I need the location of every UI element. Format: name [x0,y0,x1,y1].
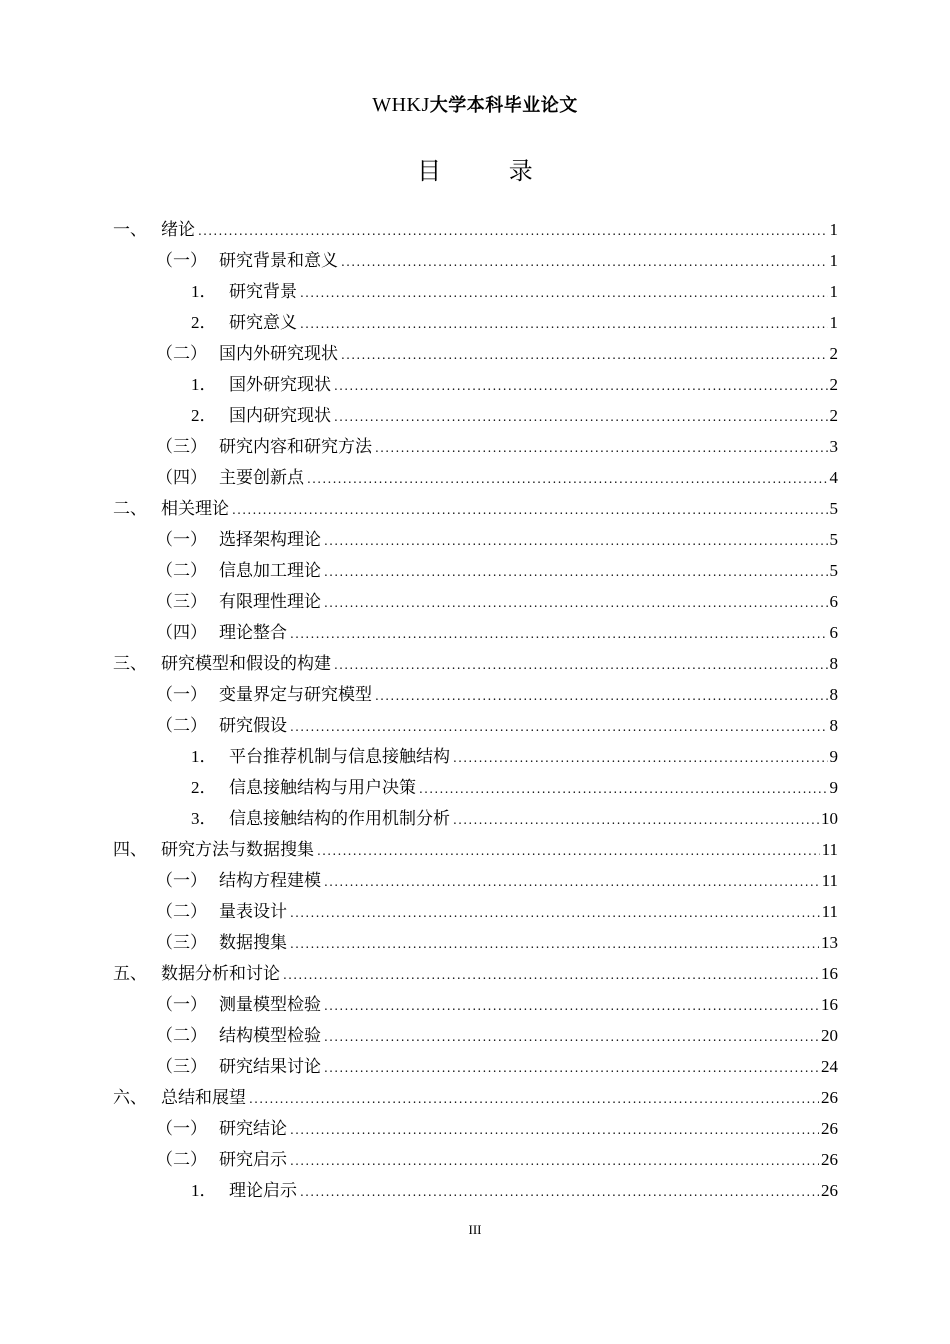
toc-entry[interactable] [0,866,950,897]
toc-entry-number: 六、 [113,1088,147,1108]
toc-entry-leader-line [219,1118,838,1141]
toc-dot-leader [307,468,828,490]
toc-entry-leader-line [219,870,838,893]
toc-entry-title[interactable]: 研究背景 [229,282,297,302]
toc-entry[interactable] [0,339,950,370]
toc-entry-number: （四） [156,468,207,488]
toc-dot-leader [453,747,828,769]
header-thesis-label: 大学本科毕业论文 [429,95,578,116]
toc-entry-page: 1 [829,220,838,239]
toc-entry-number: （一） [156,685,207,705]
toc-entry[interactable] [0,370,950,401]
toc-entry-title[interactable]: 研究结论 [219,1119,287,1139]
toc-entry-page: 6 [829,623,838,642]
toc-entry-title[interactable]: 国内研究现状 [229,406,331,426]
toc-entry-leader-line [219,715,838,738]
toc-entry[interactable] [0,308,950,339]
toc-dot-leader [198,220,828,242]
toc-entry-page: 2 [829,375,838,394]
toc-entry-page: 2 [829,344,838,363]
toc-dot-leader [300,1181,819,1203]
toc-entry-leader-line [229,1180,838,1203]
toc-entry[interactable] [0,649,950,680]
toc-entry-leader-line [219,529,838,552]
toc-entry[interactable] [0,1176,950,1207]
toc-entry-number: （四） [156,623,207,643]
toc-entry-leader-line [161,963,838,986]
toc-entry-title[interactable]: 测量模型检验 [219,995,321,1015]
toc-entry-page: 13 [821,933,838,952]
toc-entry-leader-line [161,1087,838,1110]
toc-entry-title[interactable]: 数据分析和讨论 [161,964,280,984]
toc-entry[interactable] [0,804,950,835]
toc-entry-page: 8 [829,685,838,704]
toc-entry-title[interactable]: 量表设计 [219,902,287,922]
toc-entry-title[interactable]: 平台推荐机制与信息接触结构 [229,747,450,767]
toc-entry-number: 二、 [113,499,147,519]
toc-dot-leader [334,654,828,676]
toc-dot-leader [290,716,828,738]
toc-entry-number: 1． [191,747,217,766]
toc-entry-title[interactable]: 选择架构理论 [219,530,321,550]
toc-title: 目 录 [417,157,563,185]
toc-entry-title[interactable]: 国内外研究现状 [219,344,338,364]
toc-entry-title[interactable]: 研究假设 [219,716,287,736]
toc-dot-leader [290,1119,819,1141]
toc-entry[interactable] [0,556,950,587]
toc-entry-title[interactable]: 绪论 [161,220,195,240]
toc-entry-number: （一） [156,995,207,1015]
toc-entry-leader-line [219,622,838,645]
toc-entry-page: 11 [821,871,838,890]
toc-entry-page: 6 [829,592,838,611]
toc-entry[interactable] [0,618,950,649]
toc-dot-leader [334,406,828,428]
toc-entry-number: （三） [156,437,207,457]
toc-entry-leader-line [219,250,838,273]
toc-entry-leader-line [161,498,838,521]
toc-entry-page: 26 [821,1181,838,1200]
toc-entry-number: （二） [156,1026,207,1046]
toc-dot-leader [453,809,819,831]
toc-entry[interactable] [0,1083,950,1114]
toc-entry-leader-line [219,1149,838,1172]
toc-entry-title[interactable]: 研究结果讨论 [219,1057,321,1077]
toc-entry-leader-line [219,467,838,490]
toc-entry-leader-line [219,901,838,924]
toc-entry-number: （一） [156,1119,207,1139]
toc-entry-number: （二） [156,561,207,581]
toc-entry-leader-line [219,436,838,459]
toc-entry-title[interactable]: 主要创新点 [219,468,304,488]
toc-dot-leader [290,1150,819,1172]
toc-dot-leader [232,499,828,521]
toc-entry[interactable] [0,990,950,1021]
page-header [0,92,950,119]
toc-dot-leader [324,1057,819,1079]
toc-entry[interactable] [0,742,950,773]
toc-entry-leader-line [229,808,838,831]
toc-entry[interactable] [0,1145,950,1176]
toc-entry-leader-line [229,281,838,304]
toc-entry-leader-line [219,1056,838,1079]
toc-entry-number: （二） [156,344,207,364]
toc-dot-leader [334,375,828,397]
toc-entry-title[interactable]: 相关理论 [161,499,229,519]
toc-entry[interactable] [0,1052,950,1083]
toc-dot-leader [300,282,828,304]
toc-entry-title[interactable]: 国外研究现状 [229,375,331,395]
toc-entry-number: （一） [156,251,207,271]
toc-entry-number: （一） [156,871,207,891]
toc-entry[interactable] [0,1114,950,1145]
toc-entry-page: 1 [829,313,838,332]
toc-entry-number: 1． [191,375,217,394]
toc-dot-leader [283,964,819,986]
toc-entry-leader-line [161,839,838,862]
toc-entry-title[interactable]: 总结和展望 [161,1088,246,1108]
toc-entry-page: 16 [821,964,838,983]
page-number: III [468,1222,482,1237]
toc-entry-title[interactable]: 信息接触结构与用户决策 [229,778,416,798]
toc-dot-leader [317,840,820,862]
header-university-code: WHKJ [372,94,430,116]
toc-entry-number: 1． [191,1181,217,1200]
toc-entry-title[interactable]: 数据搜集 [219,933,287,953]
toc-entry[interactable] [0,1021,950,1052]
toc-entry-leader-line [219,684,838,707]
toc-entry-number: 五、 [113,964,147,984]
toc-entry-number: 四、 [113,840,147,860]
toc-entry-title[interactable]: 信息加工理论 [219,561,321,581]
toc-entry-title[interactable]: 研究模型和假设的构建 [161,654,331,674]
toc-entry-title[interactable]: 研究背景和意义 [219,251,338,271]
toc-entry-number: （二） [156,902,207,922]
toc-dot-leader [341,251,828,273]
toc-entry-number: 一、 [113,220,147,240]
toc-dot-leader [419,778,828,800]
table-of-contents [0,215,950,1207]
toc-dot-leader [375,437,828,459]
toc-entry[interactable] [0,277,950,308]
toc-dot-leader [290,623,828,645]
toc-entry-title[interactable]: 结构模型检验 [219,1026,321,1046]
toc-entry-title[interactable]: 研究方法与数据搜集 [161,840,314,860]
toc-entry-page: 9 [829,778,838,797]
toc-entry[interactable] [0,587,950,618]
toc-entry-leader-line [229,312,838,335]
toc-entry-leader-line [219,560,838,583]
toc-entry-number: （三） [156,1057,207,1077]
toc-entry-number: 3． [191,809,217,828]
toc-entry-number: 2． [191,313,217,332]
toc-entry-title[interactable]: 理论启示 [229,1181,297,1201]
toc-dot-leader [341,344,828,366]
toc-entry-leader-line [229,374,838,397]
toc-entry[interactable] [0,680,950,711]
toc-entry-page: 8 [829,654,838,673]
toc-entry-leader-line [161,219,838,242]
toc-entry-number: 1． [191,282,217,301]
toc-entry-page: 2 [829,406,838,425]
toc-entry-page: 9 [829,747,838,766]
toc-entry-leader-line [229,405,838,428]
toc-entry-page: 11 [821,902,838,921]
toc-entry-title[interactable]: 研究意义 [229,313,297,333]
toc-entry-title[interactable]: 研究内容和研究方法 [219,437,372,457]
toc-entry-page: 26 [821,1150,838,1169]
toc-entry-number: （二） [156,1150,207,1170]
toc-dot-leader [324,592,828,614]
toc-entry-page: 24 [821,1057,838,1076]
toc-entry-leader-line [219,1025,838,1048]
toc-entry[interactable] [0,463,950,494]
toc-entry[interactable] [0,494,950,525]
toc-entry[interactable] [0,246,950,277]
toc-entry[interactable] [0,525,950,556]
toc-entry[interactable] [0,711,950,742]
toc-entry-number: （三） [156,592,207,612]
toc-entry-leader-line [161,653,838,676]
toc-entry-title[interactable]: 结构方程建模 [219,871,321,891]
toc-entry-number: 2． [191,778,217,797]
toc-entry-page: 5 [829,530,838,549]
toc-entry-leader-line [229,746,838,769]
toc-dot-leader [324,561,828,583]
toc-entry[interactable] [0,897,950,928]
toc-dot-leader [324,995,819,1017]
toc-entry-title[interactable]: 研究启示 [219,1150,287,1170]
toc-entry[interactable] [0,835,950,866]
toc-entry-page: 26 [821,1088,838,1107]
toc-entry-title[interactable]: 有限理性理论 [219,592,321,612]
toc-dot-leader [300,313,828,335]
toc-entry-leader-line [219,591,838,614]
toc-entry[interactable] [0,773,950,804]
toc-entry-number: （二） [156,716,207,736]
toc-dot-leader [324,530,828,552]
toc-entry-page: 1 [829,282,838,301]
toc-entry-page: 26 [821,1119,838,1138]
toc-entry-leader-line [229,777,838,800]
toc-entry[interactable] [0,401,950,432]
toc-dot-leader [375,685,828,707]
toc-entry-title[interactable]: 信息接触结构的作用机制分析 [229,809,450,829]
toc-entry-page: 16 [821,995,838,1014]
toc-entry-page: 1 [829,251,838,270]
toc-entry-page: 3 [829,437,838,456]
toc-entry-page: 11 [821,840,838,859]
toc-entry-page: 5 [829,561,838,580]
toc-dot-leader [290,933,819,955]
toc-entry[interactable] [0,432,950,463]
toc-entry-title[interactable]: 理论整合 [219,623,287,643]
toc-entry-page: 10 [821,809,838,828]
toc-entry-title[interactable]: 变量界定与研究模型 [219,685,372,705]
toc-dot-leader [290,902,820,924]
toc-entry-leader-line [219,343,838,366]
toc-entry-number: 三、 [113,654,147,674]
toc-entry-number: （三） [156,933,207,953]
toc-entry[interactable] [0,959,950,990]
toc-dot-leader [324,1026,819,1048]
toc-entry-number: （一） [156,530,207,550]
toc-entry[interactable] [0,215,950,246]
toc-entry-page: 20 [821,1026,838,1045]
toc-entry[interactable] [0,928,950,959]
toc-entry-page: 8 [829,716,838,735]
toc-entry-number: 2． [191,406,217,425]
toc-entry-page: 4 [829,468,838,487]
toc-entry-leader-line [219,994,838,1017]
toc-dot-leader [324,871,820,893]
toc-entry-page: 5 [829,499,838,518]
toc-entry-leader-line [219,932,838,955]
toc-dot-leader [249,1088,819,1110]
